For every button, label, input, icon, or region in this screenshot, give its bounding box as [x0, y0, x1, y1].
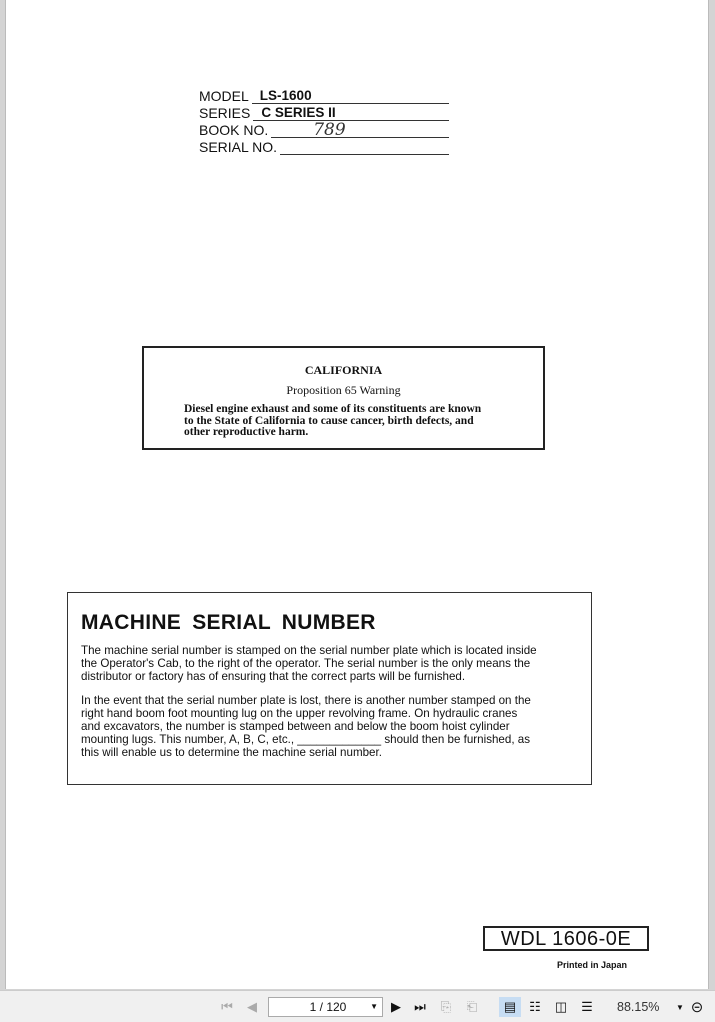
warning-body — [184, 404, 543, 439]
first-page-icon[interactable]: ⏮ — [221, 999, 233, 1014]
single-page-view-icon[interactable]: ▤ — [499, 997, 521, 1017]
series-field: SERIES C SERIES II — [199, 104, 449, 121]
model-field: MODEL LS-1600 — [199, 87, 449, 104]
next-page-icon[interactable]: ▶ — [391, 999, 401, 1014]
text-line: mounting lugs. This number, A, B, C, etc., _____________ should then be furnished, as — [81, 732, 531, 746]
warning-title: CALIFORNIA — [304, 363, 383, 377]
serial-number-box — [67, 592, 592, 785]
last-page-icon[interactable]: ⏭ — [414, 999, 426, 1014]
zoom-level[interactable]: 88.15% — [617, 1000, 660, 1014]
continuous-view-icon[interactable]: ☷ — [529, 999, 541, 1014]
page-number-text: 1 / 120 — [309, 1000, 347, 1014]
serial-paragraph-2 — [81, 695, 581, 759]
text-line: and excavators, the number is stamped between and below the boom hoist cylinder — [81, 719, 510, 733]
pdf-toolbar — [0, 990, 715, 1022]
serial-paragraph-1 — [81, 645, 581, 683]
text-line: distributor or factory has of ensuring that the correct parts will be furnished. — [81, 669, 466, 683]
warning-line: Diesel engine exhaust and some of its constituents are known — [184, 403, 482, 415]
text-line: In the event that the serial number plate is lost, there is another number stamped on the — [81, 694, 531, 708]
chevron-down-icon[interactable]: ▼ — [370, 1002, 378, 1011]
text-line: the Operator's Cab, to the right of the operator. The serial number is the only means the — [81, 656, 531, 670]
continuous-facing-view-icon[interactable]: ☰ — [581, 999, 593, 1014]
serial-no-field: SERIAL NO. — [199, 138, 449, 155]
text-line: right hand boom foot mounting lug on the upper revolving frame. On hydraulic cranes — [81, 707, 518, 721]
page-number-input[interactable] — [268, 997, 383, 1017]
warning-subtitle: Proposition 65 Warning — [286, 383, 401, 397]
text-line: this will enable us to determine the machine serial number. — [81, 745, 382, 759]
prop65-warning-box — [142, 346, 545, 450]
pdf-page — [5, 0, 709, 989]
book-no-field: BOOK NO. 789 — [199, 121, 449, 138]
next-view-icon[interactable]: ⎗ — [466, 999, 478, 1014]
warning-line: other reproductive harm. — [184, 426, 309, 438]
printed-in-japan: Printed in Japan — [557, 960, 628, 970]
warning-line: to the State of California to cause cancer, birth defects, and — [184, 414, 474, 427]
previous-view-icon[interactable]: ⎘ — [440, 999, 452, 1014]
text-line: The machine serial number is stamped on the serial number plate which is located inside — [81, 644, 537, 657]
serial-heading: MACHINE SERIAL NUMBER — [81, 611, 376, 634]
document-code: WDL 1606-0E — [483, 926, 649, 951]
facing-view-icon[interactable]: ◫ — [554, 999, 568, 1014]
previous-page-icon[interactable]: ◀ — [247, 999, 257, 1014]
zoom-dropdown-icon[interactable]: ▼ — [676, 1002, 684, 1012]
zoom-out-icon[interactable]: ⊝ — [690, 999, 704, 1016]
